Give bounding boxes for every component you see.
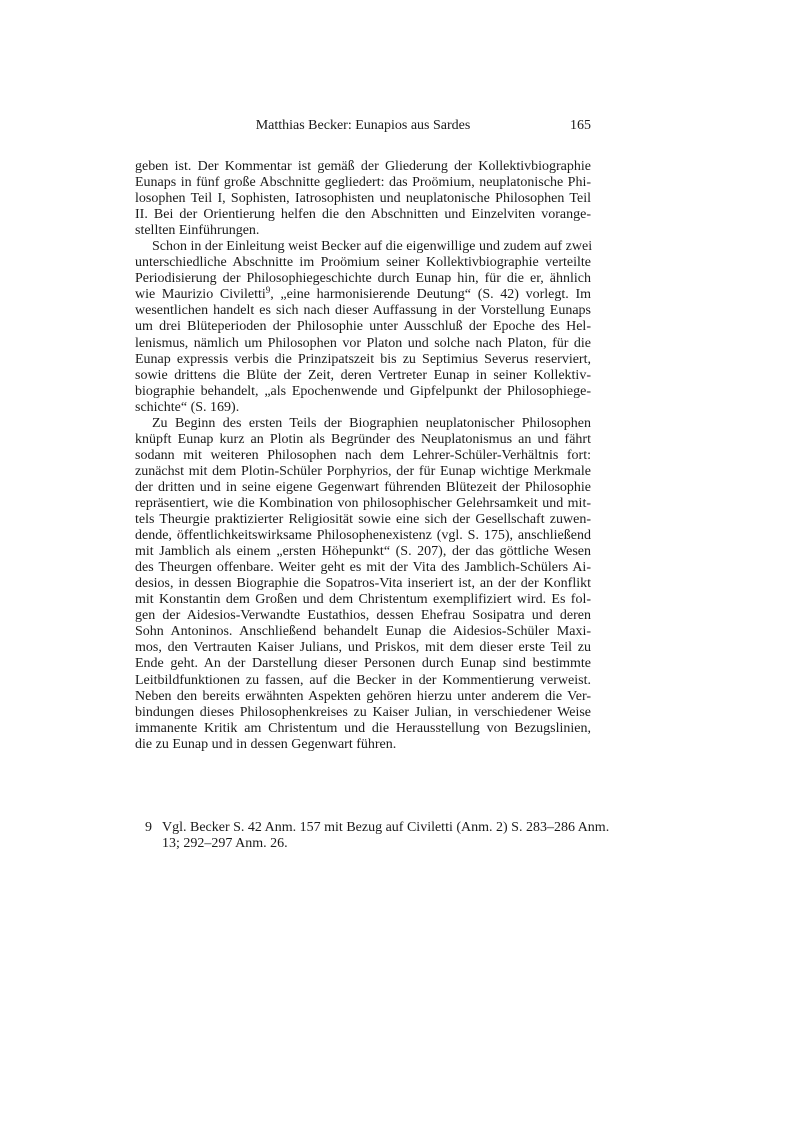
text-line: um drei Blüteperioden der Philosophie unter Ausschluß der Epoche des Hel- [135,319,591,335]
text-line: Eunap expressis verbis die Prinzipatszeit bis zu Septimius Severus reserviert, [135,351,591,367]
text-line: geben ist. Der Kommentar ist gemäß der Gliederung der Kollektivbiographie [135,159,591,174]
text-line: Eunaps in fünf große Abschnitte gegliedert: das Proömium, neuplatonische Phi- [135,175,591,191]
text-line: Ende geht. An der Darstellung dieser Personen durch Eunap sind bestimmte [135,656,591,672]
text-line: Sohn Antoninos. Anschließend behandelt Eunap die Aidesios-Schüler Maxi- [135,624,591,640]
text-line: stellten Einführungen. [135,223,260,239]
footnote [145,820,610,852]
paragraph [135,239,591,416]
footnote-line: 13; 292–297 Anm. 26. [162,836,288,851]
page-number: 165 [570,118,591,133]
text-line: mit Konstantin dem Großen und dem Christentum exemplifiziert wird. Es fol- [135,592,591,608]
text-line: zunächst mit dem Plotin-Schüler Porphyrios, der für Eunap wichtige Merkmale [135,463,591,479]
text-line: tels Theurgie praktizierter Religiosität sowie eine sich der Gesellschaft zuwen- [135,512,591,528]
text-line: schichte“ (S. 169). [135,399,240,415]
text-line: desios, in dessen Biographie die Sopatros-Vita inseriert ist, an der der Konflikt [135,576,591,592]
text-line: sowie drittens die Blüte der Zeit, deren Vertreter Eunap in seiner Kollektiv- [135,367,591,383]
text-line: Leitbildfunktionen zu fassen, auf die Becker in der Kommentierung verweist. [135,672,591,688]
text-line: biographie behandelt, „als Epochenwende und Gipfelpunkt der Philosophiege- [135,383,591,399]
text-line: gen der Aidesios-Verwandte Eustathios, dessen Ehefrau Sosipatra und deren [135,608,591,624]
text-line: bindungen dieses Philosophenkreises zu Kaiser Julian, in verschiedener Weise [135,704,591,720]
text-line: Zu Beginn des ersten Teils der Biographien neuplatonischer Philosophen [152,415,591,431]
text-fragment: , „eine harmonisierende Deutung“ (S. 42) vorlegt. Im [270,287,592,303]
text-line: der dritten und in seine eigene Gegenwart führenden Blütezeit der Philosophie [135,479,591,495]
text-line: sodann mit weiteren Philosophen nach dem Lehrer-Schüler-Verhältnis fort: [135,447,591,463]
text-fragment: wie Maurizio Civiletti [135,287,266,303]
footnote-reference[interactable]: 9 [265,285,271,296]
text-line: dende, öffentlichkeitswirksame Philosophenexistenz (vgl. S. 175), anschließend [135,528,591,544]
text-line [135,287,591,303]
text-line: lenismus, nämlich um Philosophen vor Platon und solche nach Platon, für die [135,335,591,351]
text-line: immanente Kritik am Christentum und die Herausstellung von Bezugslinien, [135,720,591,736]
running-title: Matthias Becker: Eunapios aus Sardes [255,118,471,133]
text-line: wesentlichen handelt es sich nach dieser Auffassung in der Vorstellung Eunaps [135,303,591,319]
text-line: unterschiedliche Abschnitte im Proömium seiner Kollektivbiographie verteilte [135,255,591,271]
text-line: mos, den Vertrauten Kaiser Julians, und Priskos, mit dem dieser erste Teil zu [135,640,591,656]
text-line: II. Bei der Orientierung helfen die den Abschnitten und Einzelviten vorange- [135,207,591,223]
text-line: knüpft Eunap kurz an Plotin als Begründer des Neuplatonismus an und fährt [135,431,591,447]
paragraph [135,159,591,239]
main-text [135,159,591,753]
text-line: Periodisierung der Philosophiegeschichte durch Eunap hin, für die er, ähnlich [135,271,591,287]
footnote-line: Vgl. Becker S. 42 Anm. 157 mit Bezug auf Civiletti (Anm. 2) S. 283–286 Anm. [162,820,610,835]
text-line: des Theurgen offenbare. Weiter geht es mit der Vita des Jamblich-Schülers Ai- [135,560,591,576]
footnote-number: 9 [145,820,152,835]
text-line: mit Jamblich als einem „ersten Höhepunkt“ (S. 207), der das göttliche Wesen [135,544,591,560]
text-line: losophen Teil I, Sophisten, Iatrosophisten und neuplatonische Philosophen Teil [135,191,591,207]
paragraph [135,416,591,753]
text-line: Neben den bereits erwähnten Aspekten gehören hierzu unter anderem die Ver- [135,688,591,704]
text-line: repräsentiert, wie die Kombination von philosophischer Gelehrsamkeit und mit- [135,495,591,511]
text-line: Schon in der Einleitung weist Becker auf die eigenwillige und zudem auf zwei [152,239,593,255]
text-line: die zu Eunap und in dessen Gegenwart führen. [135,736,397,752]
running-header [135,118,591,136]
